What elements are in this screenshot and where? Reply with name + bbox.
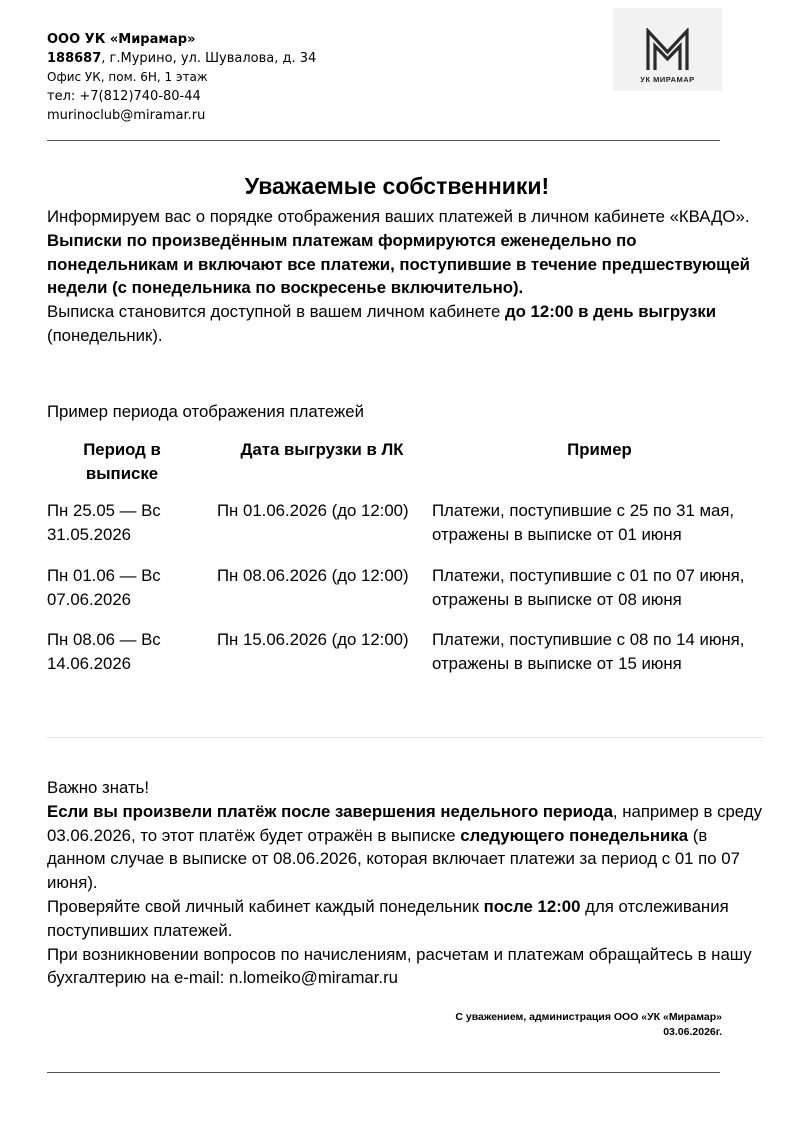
important-label: Важно знать!: [47, 778, 150, 797]
cell-example: Платежи, поступившие с 25 по 31 мая, отражены в выписке от 01 июня: [432, 501, 735, 544]
important-paragraph: Если вы произвели платёж после завершения недельного периода, например в среду 03.06.2026, то этот платёж будет отражён в выписке следующего понедельника (в данном случае в выписке от 08.06.2026, которая включает платежи за период с 01 по 07 июня).: [47, 801, 762, 893]
postal-code: 188687: [47, 51, 102, 66]
cell-date: Пн 15.06.2026 (до 12:00): [217, 630, 409, 649]
section-divider: [47, 737, 765, 738]
cell-period: Пн 01.06 — Вс 07.06.2026: [47, 566, 161, 609]
page-title: Уважаемые собственники!: [244, 173, 550, 199]
check-cabinet-paragraph: Проверяйте свой личный кабинет каждый понедельник после 12:00 для отслеживания поступивших платежей.: [47, 896, 729, 940]
table-header-date: Дата выгрузки в ЛК: [240, 440, 404, 459]
table-row: [47, 499, 767, 549]
logo-text: УК МИРАМАР: [640, 75, 695, 84]
intro-section: [47, 205, 767, 348]
cell-period: Пн 08.06 — Вс 14.06.2026: [47, 630, 161, 673]
contact-email: murinoclub@miramar.ru: [47, 108, 206, 123]
table-header-example: Пример: [567, 440, 632, 459]
address-rest: , г.Мурино, ул. Шувалова, д. 34: [101, 51, 317, 66]
company-name: ООО УК «Мирамар»: [47, 32, 196, 47]
phone: тел: +7(812)740-80-44: [47, 89, 201, 104]
header-divider: [47, 140, 720, 141]
signature-date: 03.06.2026г.: [663, 1026, 722, 1038]
miramar-m-logo-icon: [645, 28, 690, 72]
example-caption: Пример периода отображения платежей: [47, 402, 364, 421]
company-logo: [613, 8, 722, 91]
table-row: [47, 628, 767, 678]
cell-date: Пн 08.06.2026 (до 12:00): [217, 566, 409, 585]
office-location: Офис УК, пом. 6Н, 1 этаж: [47, 70, 208, 84]
table-header-period: Период в выписке: [83, 440, 161, 483]
cell-period: Пн 25.05 — Вс 31.05.2026: [47, 501, 161, 544]
important-section: [47, 776, 767, 990]
footer-divider: [47, 1072, 720, 1073]
letterhead: [47, 30, 377, 125]
availability-paragraph: Выписка становится доступной в вашем личном кабинете до 12:00 в день выгрузки (понедельник).: [47, 302, 717, 345]
signature-line: С уважением, администрация ООО «УК «Мирамар»: [455, 1011, 722, 1023]
intro-bold-paragraph: Выписки по произведённым платежам формируются еженедельно по понедельникам и включают все платежи, поступившие в течение предшествующей недели (с понедельника по воскресенье включительно).: [47, 230, 750, 298]
intro-paragraph: Информируем вас о порядке отображения ваших платежей в личном кабинете «КВАДО».: [47, 207, 750, 226]
table-row: [47, 564, 767, 614]
contact-paragraph: При возникновении вопросов по начислениям, расчетам и платежам обращайтесь в нашу бухгалтерию на e-mail: n.lomeiko@miramar.ru: [47, 944, 752, 988]
cell-example: Платежи, поступившие с 01 по 07 июня, отражены в выписке от 08 июня: [432, 566, 745, 609]
signature: [455, 1010, 722, 1040]
address: [47, 49, 377, 68]
cell-example: Платежи, поступившие с 08 по 14 июня, отражены в выписке от 15 июня: [432, 630, 745, 673]
cell-date: Пн 01.06.2026 (до 12:00): [217, 501, 409, 520]
